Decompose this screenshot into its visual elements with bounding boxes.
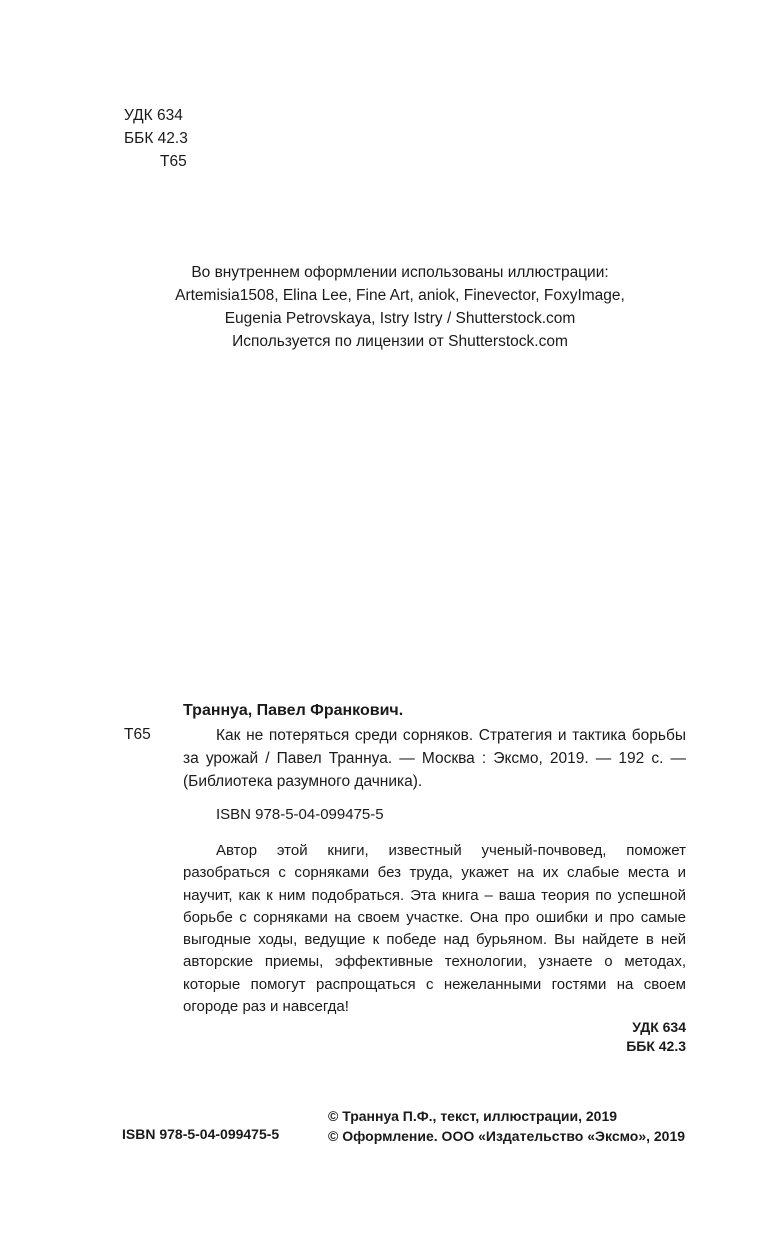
author-heading: Траннуа, Павел Франкович. bbox=[183, 702, 404, 719]
author-mark: Т65 bbox=[160, 153, 187, 170]
catalog-isbn: ISBN 978-5-04-099475-5 bbox=[216, 806, 384, 823]
credits-line: Во внутреннем оформлении использованы иллюстрации: bbox=[191, 264, 609, 281]
copyright-block bbox=[328, 1107, 685, 1146]
footer-isbn: ISBN 978-5-04-099475-5 bbox=[122, 1126, 280, 1142]
copyright-text: © Траннуа П.Ф., текст, иллюстрации, 2019 bbox=[328, 1108, 618, 1124]
bibliographic-description: Как не потеряться среди сорняков. Стратегия и тактика борьбы за урожай / Павел Траннуа. — Москва : Эксмо, 2019. — 192 с. — (Библиотека разумного дачника). bbox=[183, 727, 686, 790]
catalog-udk: УДК 634 bbox=[632, 1019, 686, 1035]
credits-line: Eugenia Petrovskaya, Istry Istry / Shutterstock.com bbox=[224, 310, 576, 327]
annotation: Автор этой книги, известный ученый-почвовед, поможет разобраться с сорняками без труда, укажет на их слабые места и научит, как к ним подобраться. Эта книга – ваша теория по успешной борьбе с сорняками на своем участке. Она про ошибки и про самые выгодные ходы, ведущие к победе над бурьяном. Вы найдете в ней авторские приемы, эффективные технологии, узнаете о методах, которые помогут распрощаться с нежеланными гостями на своем огороде раз и навсегда! bbox=[183, 842, 686, 1016]
catalog-author-mark: Т65 bbox=[124, 726, 151, 743]
udk-code: УДК 634 bbox=[124, 107, 183, 124]
catalog-codes-right bbox=[626, 1018, 686, 1056]
credits-line: Artemisia1508, Elina Lee, Fine Art, aniok, Finevector, FoxyImage, bbox=[175, 287, 625, 304]
classification-codes bbox=[124, 104, 188, 173]
illustration-credits bbox=[110, 261, 690, 353]
catalog-bbk: ББК 42.3 bbox=[626, 1038, 686, 1054]
bbk-code: ББК 42.3 bbox=[124, 130, 188, 147]
credits-line: Используется по лицензии от Shutterstock.com bbox=[232, 333, 568, 350]
copyright-design: © Оформление. ООО «Издательство «Эксмо», 2019 bbox=[328, 1127, 686, 1144]
